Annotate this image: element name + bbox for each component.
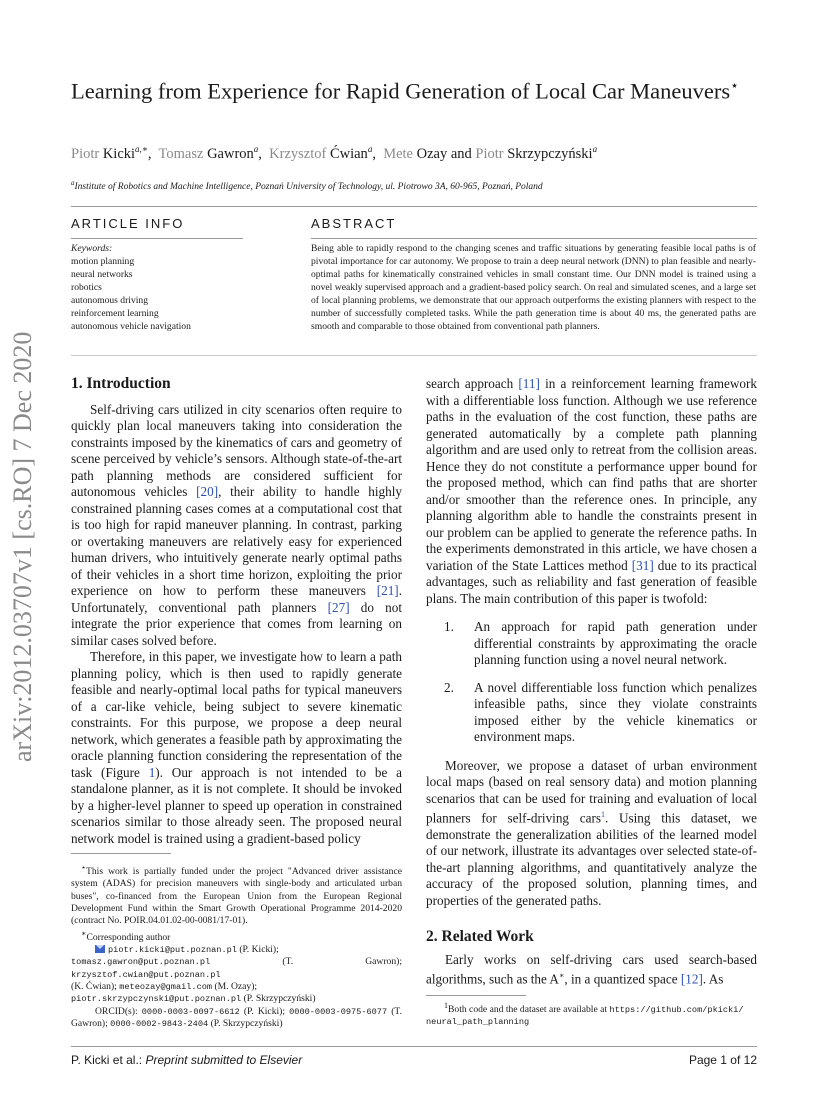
email-link[interactable]: krzysztof.cwian@put.poznan.pl — [71, 969, 221, 980]
citation-link[interactable]: [11] — [518, 376, 540, 391]
related-paragraph-1: Early works on self-driving cars used search-based algorithms, such as the A∗, in a quantized space [12]. As — [426, 951, 757, 987]
email-link[interactable]: tomasz.gawron@put.poznan.pl — [71, 957, 211, 968]
abstract-bottom-divider — [71, 355, 757, 356]
author-2[interactable]: Tomasz Gawron$^a$ — [158, 144, 259, 162]
orcid-list: ORCID(s): 0000-0003-0097-6612 (P. Kicki); 0000-0003-0975-6077 (T. Gawron); 0000-0002-9843-2404 (P. Skrzypczyński) — [71, 1005, 402, 1029]
intro-paragraph-1: Self-driving cars utilized in city scenarios often require to quickly plan local maneuvers taking into consideration the constraints imposed by the kinematics of cars and geometry of scene perceived by vehicle’s sensors. Although state-of-the-art path planning methods are considered sufficient for autonomous vehicles [20], their ability to handle highly constrained planning cases comes at a computational cost that is too high for rapid maneuver planning. In contrast, parking or overtaking maneuvers are relatively easy for experienced human drivers, who intuitively generate nearly optimal paths of their vehicles in a short time horizon, exploiting the prior experience on how to perform these maneuvers [21]. Unfortunately, conventional path planners [27] do not integrate the prior experience that comes from learning on similar cases solved before. — [71, 401, 402, 648]
affiliation: $^a$Institute of Robotics and Machine Intelligence, Poznań University of Technology, ul. Piotrowo 3A, 60-965, Poznań, Poland — [71, 179, 543, 193]
author-4[interactable]: Mete Ozay — [383, 145, 448, 162]
contribution-list — [426, 619, 757, 746]
corresponding-author-note: ∗Corresponding author — [81, 928, 171, 943]
citation-link[interactable]: [21] — [376, 583, 399, 598]
footer-divider — [71, 1046, 757, 1047]
right-paragraph-2: Moreover, we propose a dataset of urban environment local maps (based on real sensory data) and motion planning scenarios that can be used for training and evaluation of local planners for self-driving cars$^1$. Using this dataset, we demonstrate the generalization abilities of the learned model of our network, illustrate its advantages over selected state-of-the-art planning algorithms, and quantitatively analyze the accuracy of the proposed solution, planning times, and properties of the generated paths. — [426, 757, 757, 908]
article-info-header: ARTICLE INFO — [71, 216, 185, 231]
title-footnote-mark: ⋆ — [730, 79, 739, 94]
author-list: Piotr Kicki$^{a,∗}$, Tomasz Gawron$^a$, Krzysztof Ćwian$^a$, Mete Ozay and Piotr Skrzypczyński$^a$ — [71, 144, 598, 162]
code-url-link-cont[interactable]: neural_path_planning — [426, 1017, 530, 1028]
footnote-divider-right — [426, 995, 526, 996]
citation-link[interactable]: [31] — [631, 557, 654, 573]
email-link[interactable]: piotr.skrzypczynski@put.poznan.pl — [71, 994, 242, 1005]
footnote-divider-left — [71, 853, 171, 854]
abstract-text: Being able to rapidly respond to the changing scenes and traffic situations by generating feasible local paths is of pivotal importance for car autonomy. We propose to train a deep neural network (DNN) to plan feasible and nearly-optimal paths for kinematically constrained vehicles in small constant time. Our DNN model is trained using a novel weakly supervised approach and a gradient-based policy search. On real and simulated scenes, and a large set of local planning problems, we demonstrate that our approach outperforms the existing planners with respect to the number of successfully completed tasks. While the path generation time is about 40 ms, the generated paths are smooth and comparable to those obtained from conventional path planners. — [311, 243, 756, 332]
section-heading-introduction: 1. Introduction — [71, 375, 171, 392]
keyword-item: neural networks — [71, 269, 133, 280]
arxiv-identifier: arXiv:2012.03707v1 [cs.RO] 7 Dec 2020 — [8, 331, 37, 762]
envelope-icon — [95, 945, 105, 953]
keyword-item: autonomous vehicle navigation — [71, 321, 191, 332]
keyword-item: reinforcement learning — [71, 308, 159, 319]
author-1[interactable]: Piotr Kicki$^{a,∗}$ — [71, 144, 148, 162]
orcid-link[interactable]: 0000-0002-9843-2404 — [110, 1018, 209, 1029]
list-item: 2. A novel differentiable loss function which penalizes infeasible paths, since they violate constraints imposed either by the vehicle kinematics or environment maps. — [444, 679, 757, 744]
abstract-divider — [311, 238, 757, 239]
paper-title-text: Learning from Experience for Rapid Generation of Local Car Maneuvers — [71, 78, 731, 104]
email-link[interactable]: piotr.kicki@put.poznan.pl — [108, 945, 237, 956]
citation-link[interactable]: [27] — [327, 599, 350, 615]
article-info-divider — [71, 238, 243, 239]
email-list: piotr.kicki@put.poznan.pl (P. Kicki); tomasz.gawron@put.poznan.pl (T. Gawron); krzysztof.cwian@put.poznan.pl (K. Ćwian); meteozay@gmail.com (M. Ozay); piotr.skrzypczynski@put.poznan.pl (P. Skrzypczyński) — [71, 944, 402, 1005]
right-paragraph-1: search approach [11] in a reinforcement learning framework with a differentiable loss function. Although we use reference paths in the evaluation of the cost function, these paths are generated automatically by a complete path planning algorithm and are used only to retreat from the collision areas. Hence they do not constitute a performance upper bound for the proposed method, which can find paths that are shorter and/or smoother than the reference ones. In principle, any planning algorithm able to handle the constraints present in our problem can be applied to generate the reference paths. In the experiments demonstrated in this article, we have chosen a variation of the State Lattices method [31] due to its practical advantages, such as reliability and fast generation of feasible plans. The main contribution of this paper is twofold: — [426, 376, 757, 606]
keyword-item: robotics — [71, 282, 102, 293]
email-link[interactable]: meteozay@gmail.com — [119, 982, 213, 993]
citation-link[interactable]: [12] — [680, 971, 703, 987]
orcid-link[interactable]: 0000-0003-0097-6612 — [141, 1006, 240, 1017]
footnote-link[interactable]: 1 — [600, 810, 605, 819]
keyword-item: motion planning — [71, 256, 135, 267]
footer-left: P. Kicki et al.: Preprint submitted to Elsevier — [71, 1053, 303, 1067]
footnotes-left — [71, 862, 402, 1030]
abstract-header: ABSTRACT — [311, 216, 397, 231]
author-3[interactable]: Krzysztof Ćwian$^a$ — [269, 144, 373, 162]
section-heading-related-work: 2. Related Work — [426, 928, 534, 946]
right-column — [426, 376, 757, 988]
orcid-link[interactable]: 0000-0003-0975-6077 — [289, 1006, 388, 1017]
keywords-block — [71, 242, 271, 333]
author-and: and — [450, 145, 472, 162]
citation-link[interactable]: [20] — [196, 484, 219, 499]
keywords-label: Keywords: — [71, 243, 113, 254]
keyword-item: autonomous driving — [71, 295, 149, 306]
intro-paragraph-2: Therefore, in this paper, we investigate how to learn a path planning policy, which is then used to rapidly generate feasible and nearly-optimal local paths for typical maneuvers of a car-like vehicle, being subject to severe kinematic constraints. For this purpose, we propose a deep neural network, which generates a feasible path by approximating the oracle planning function considering the representation of the task (Figure 1). Our approach is not intended to be a standalone planner, as it is not complete. It should be invoked by a higher-level planner to speed up operation in constrained scenarios similar to those already seen. The proposed neural network model is trained using a gradient-based policy — [71, 649, 402, 846]
header-divider — [71, 206, 757, 207]
paper-title — [71, 72, 771, 106]
funding-footnote: ⋆This work is partially funded under the project "Advanced driver assistance system (ADAS) for precision maneuvers with single-body and articulated urban buses", co-financed from the European Union from the European Regional Development Fund within the Smart Growth Operational Programme 2014-2020 (contract No. POIR.04.01.02-00-0081/17-01). — [71, 863, 402, 927]
author-5[interactable]: Piotr Skrzypczyński$^a$ — [475, 144, 598, 162]
list-item: 1. An approach for rapid path generation under differential constraints by approximating the oracle planning function using a novel neural network. — [444, 619, 757, 667]
page-number: Page 1 of 12 — [688, 1053, 757, 1067]
left-column — [71, 376, 402, 847]
code-url-link[interactable]: https://github.com/pkicki/ — [609, 1005, 744, 1016]
figure-link[interactable]: 1 — [148, 764, 156, 780]
footnote-right: $^1$Both code and the dataset are available at https://github.com/pkicki/ neural_path_planning — [426, 1001, 744, 1028]
